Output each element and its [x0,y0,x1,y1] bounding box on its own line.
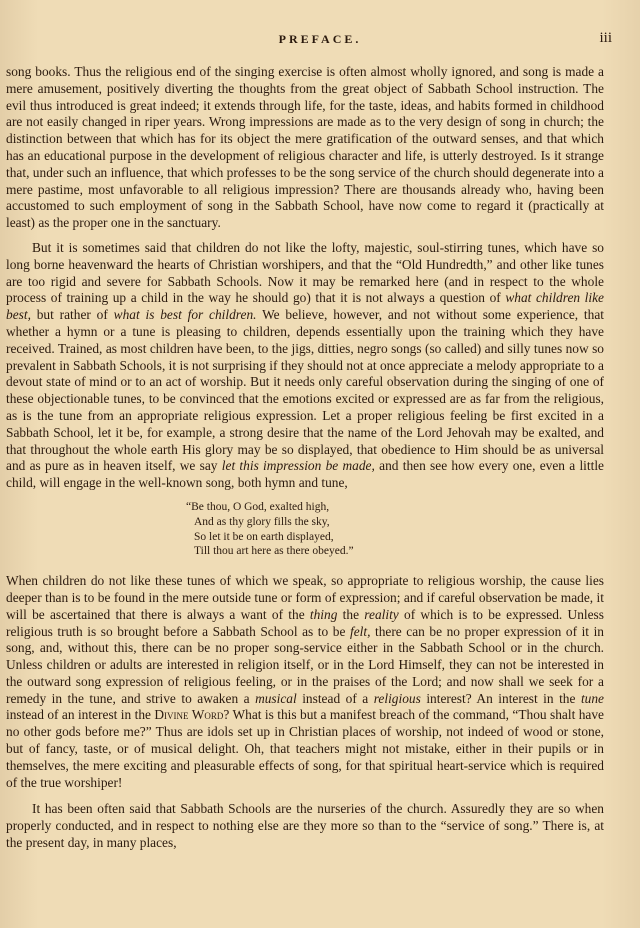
italic-segment: tune [580,690,604,706]
italic-segment: reality [364,606,399,622]
body-text [6,64,604,852]
paragraph-3 [6,573,604,791]
verse-line: “Be thou, O God, exalted high, [186,500,330,513]
paragraph-4 [6,801,604,851]
paragraph-2 [6,240,604,492]
verse-line: And as thy glory fills the sky, [194,515,330,528]
text-segment: It has been often said that Sabbath Schools are the nurseries of the church. Assuredly they are so when properly conducted, and in respect to nothing else are they more so than to the “service of song.” There is, at the present day, in many places, [6,801,604,851]
italic-segment: what children like best, [6,290,604,323]
text-segment: but rather of [30,307,114,323]
hymn-verse [186,500,604,559]
page-title: PREFACE. [278,32,362,46]
text-segment: But it is sometimes said that children do not like the lofty, majestic, soul-stirring tunes, which have so long borne heavenward the hearts of Christian worshipers, and that the “Old Hundredth,” and other like tunes are too rigid and severe for Sabbath Schools. Now it may be remarked here (and in respect to the whole process of training up a child in the way he should go) that it is not always a question of [6,239,604,306]
italic-segment: felt, [349,623,371,639]
text-segment: instead of a [296,690,374,706]
text-segment: there can be no proper expression of it in song, and, without this, there can be no proper song-service either in the Sabbath School or in the church. Unless children or adults are interested in religion itself, or in the Lord Himself, they can not be interested in the outward song expression of religious feeling, or in the praises of the Lord; and now shall we seek for a remedy in the tune, and strive to awaken a [6,623,604,706]
running-head [0,30,640,50]
text-segment: instead of an interest in the [6,707,155,723]
text-segment: interest? An interest in the [420,690,581,706]
italic-segment: what is best for children. [113,307,257,323]
text-segment: When children do not like these tunes of which we speak, so appropriate to religious worship, the cause lies deeper than is to be found in the mere outside tune or form of expression; and if careful observation be made, it will be ascertained that there is always a want of the [6,573,604,622]
text-segment: ? What is this but a manifest breach of the command, “Thou shalt have no other gods before me?” Thus are idols set up in Christian places of worship, not indeed of wood or stone, but of fancy, taste, or of musical delight. Oh, that teachers might not mistake, either in their pupils or in themselves, the mere exciting and pleasurable effects of song, for that spiritual heart-service which is required of the true worshiper! [6,707,604,790]
smallcaps-segment: Divine Word [154,707,224,723]
italic-segment: musical [255,690,297,706]
paragraph-1 [6,64,604,232]
text-segment: and then see how every one, even a little child, will engage in the well-known song, both hymn and tune, [6,458,605,491]
text-segment: song books. Thus the religious end of the singing exercise is often almost wholly ignored, and song is made a mere amusement, positively diverting the thoughts from the great object of Sabbath School instruction. The evil thus introduced is great indeed; it extends through life, for the taste, ideas, and habits formed in childhood are not easily changed in riper years. Wrong impressions are made as to the very design of song in church; the distinction between that which has for its object the mere gratification of the outward senses, and that which has an educational purpose in the development of religious character and life, is utterly destroyed. Is it strange that, under such an influence, that which professes to be the song service of the church should degenerate into a mere pastime, most unfavorable to all religious impression? There are thousands already who, having been accustomed to such employment of song in the Sabbath School, have now come to regard it (practically at least) as the proper one in the sanctuary. [6,64,604,231]
text-segment: of which is to be expressed. Unless religious truth is so brought before a Sabbath School as to be [6,606,604,639]
text-segment: We believe, however, and not without some experience, that whether a hymn or a tune is pleasing to children, depends essentially upon the training which they have received. Trained, as most children have been, to the jigs, ditties, negro songs (so called) and silly tunes now so prevalent in Sabbath Schools, it is not surprising if they should not at once appreciate a melody appropriate to a devout state of mind or to an act of worship. But it needs only careful observation during the singing of one of these objectionable tunes, to be convinced that the emotions excited or expressed are as far from the religious, as is the tune from an appropriate religious expression. Let a proper religious feeling be first excited in a Sabbath School, let it be, for example, a strong desire that the name of the Lord Jehovah may be exalted, and that throughout the whole earth His glory may be so displayed, that obedience to Him should be as universal and as pure as in heaven itself, we say [6,307,604,474]
italic-segment: religious [373,690,421,706]
page-number: iii [599,30,612,46]
italic-segment: let this impression be made, [221,458,375,474]
text-segment: the [337,606,365,622]
italic-segment: thing [309,606,338,622]
verse-line: So let it be on earth displayed, [194,530,334,543]
verse-line: Till thou art here as there obeyed.” [194,545,354,558]
